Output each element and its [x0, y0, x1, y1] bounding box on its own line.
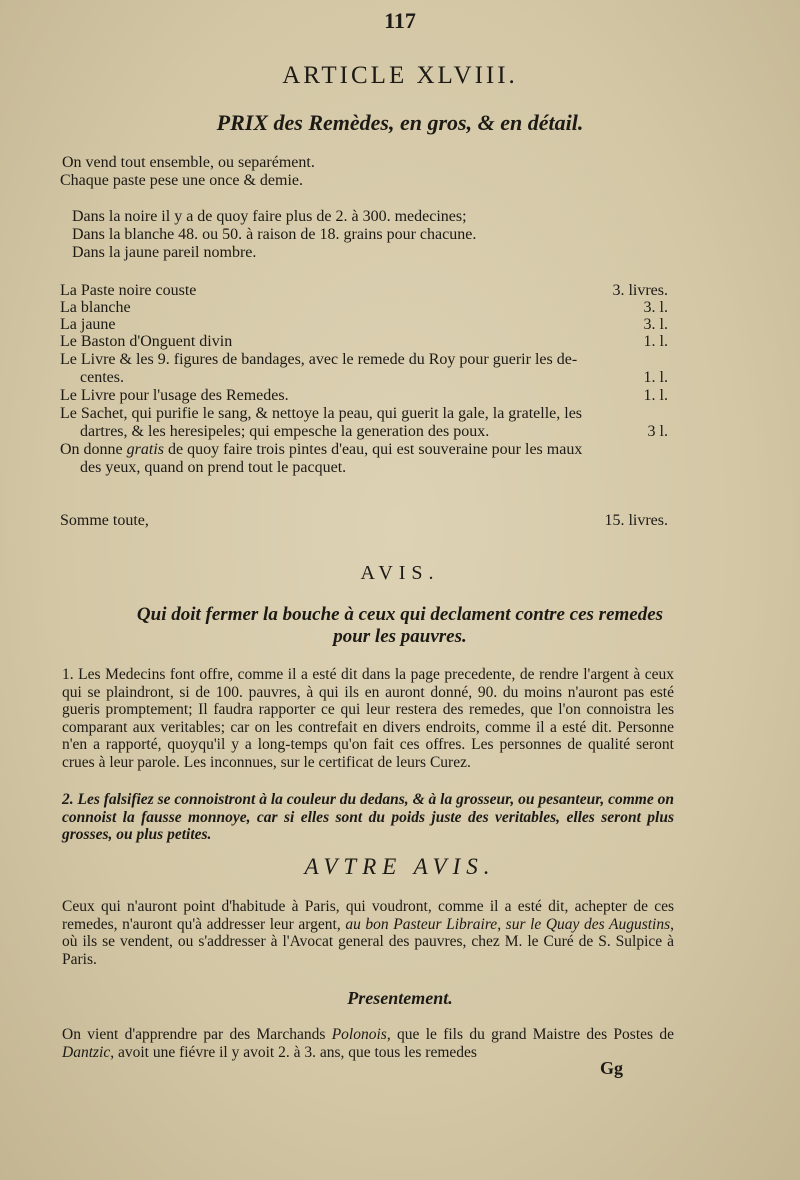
price-value: 1. l.	[643, 369, 668, 386]
price-item-cont: centes.	[80, 369, 124, 386]
avis-paragraph-2: 2. Les falsifiez se connoistront à la couleur du dedans, & à la grosseur, ou pesanteur, comme on connoist la fausse monnoye, car si elles sont du poids juste des veritables, elles seront plus grosses, ou plus petites.	[62, 791, 674, 843]
price-item: La blanche	[60, 299, 131, 316]
pres-text: , que le fils du grand Maistre des Postes de	[386, 1026, 674, 1043]
price-value: 1. l.	[643, 333, 668, 350]
price-value: 3 l.	[647, 423, 668, 440]
price-value: 3. l.	[643, 299, 668, 316]
price-value: 3. livres.	[612, 282, 668, 299]
intro-line: Chaque paste pese une once & demie.	[60, 172, 304, 189]
pres-italic-text: Polonois	[331, 1026, 387, 1043]
dose-line: Dans la jaune pareil nombre.	[72, 244, 257, 261]
price-item: La jaune	[60, 316, 116, 333]
price-item: Le Livre & les 9. figures de bandages, avec le remede du Roy pour guerir les de-	[60, 351, 578, 368]
intro-line: On vend tout ensemble, ou separément.	[62, 154, 315, 171]
autre-italic-text: au bon Pasteur Libraire, sur le Quay des Augustins	[345, 915, 671, 933]
article-title: ARTICLE XLVIII.	[282, 62, 518, 89]
gratis-line: des yeux, quand on prend tout le pacquet.	[80, 459, 347, 476]
total-label: Somme toute,	[60, 512, 149, 529]
dose-line: Dans la blanche 48. ou 50. à raison de 18. grains pour chacune.	[72, 226, 477, 243]
gratis-word: gratis	[126, 441, 164, 458]
pres-text: , avoit une fiévre il y avoit 2. à 3. ans, que tous les remedes	[110, 1043, 477, 1061]
autre-avis-paragraph	[62, 898, 674, 968]
price-item-cont: dartres, & les heresipeles; qui empesche la generation des poux.	[80, 423, 490, 440]
avis-paragraph-1: 1. Les Medecins font offre, comme il a esté dit dans la page precedente, de rendre l'argent à ceux qui se plaindront, si de 100. pauvres, à qui ils en auront donné, 90. du moins n'auront pas esté gueris promptement; Il faudra rapporter ce qui leur restera des remedes, que l'on connoistra les comparant aux veritables; car on les contrefait en divers endroits, comme il a esté dit. Personne n'en a rapporté, quoyqu'il y a long-temps qu'on fait ces offres. Les personnes de qualité seront crues à leur parole. Les inconnues, sur le certificat de leurs Curez.	[62, 666, 674, 771]
autre-avis-title: AVTRE AVIS.	[304, 854, 496, 879]
gratis-text: On donne	[60, 441, 127, 458]
autre-text: Ceux qui n'auront point d'habitude à Paris, qui voudront, comme il a esté dit, achepter de ces remedes, n'auront qu'à addresser leur argent,	[62, 898, 674, 933]
total-value: 15. livres.	[604, 512, 668, 529]
pres-text: On vient d'apprendre par des Marchands	[62, 1026, 332, 1043]
price-value: 3. l.	[643, 316, 668, 333]
gratis-text: de quoy faire trois pintes d'eau, qui est souveraine pour les maux	[164, 441, 583, 458]
price-item: Le Livre pour l'usage des Remedes.	[60, 387, 289, 404]
price-item: Le Baston d'Onguent divin	[60, 333, 233, 350]
avis-subtitle: Qui doit fermer la bouche à ceux qui declament contre ces remedes	[136, 604, 664, 625]
presentement-title: Presentement.	[347, 988, 453, 1008]
pres-italic-text: Dantzic	[62, 1043, 111, 1061]
gratis-line	[60, 441, 582, 459]
avis-subtitle: pour les pauvres.	[333, 626, 467, 647]
price-item: La Paste noire couste	[60, 282, 197, 299]
autre-text: , où ils se vendent, ou s'addresser à l'Avocat general des pauvres, chez M. le Curé de S. Sulpice à Paris.	[62, 915, 675, 968]
presentement-paragraph	[62, 1026, 674, 1061]
avis-title: AVIS.	[360, 562, 440, 584]
page-number: 117	[384, 8, 416, 33]
price-value: 1. l.	[643, 387, 668, 404]
price-item: Le Sachet, qui purifie le sang, & nettoye la peau, qui guerit la gale, la gratelle, les	[60, 405, 583, 422]
dose-line: Dans la noire il y a de quoy faire plus de 2. à 300. medecines;	[72, 208, 467, 225]
section-title: PRIX des Remèdes, en gros, & en détail.	[216, 110, 584, 135]
signature-mark: Gg	[600, 1058, 624, 1078]
